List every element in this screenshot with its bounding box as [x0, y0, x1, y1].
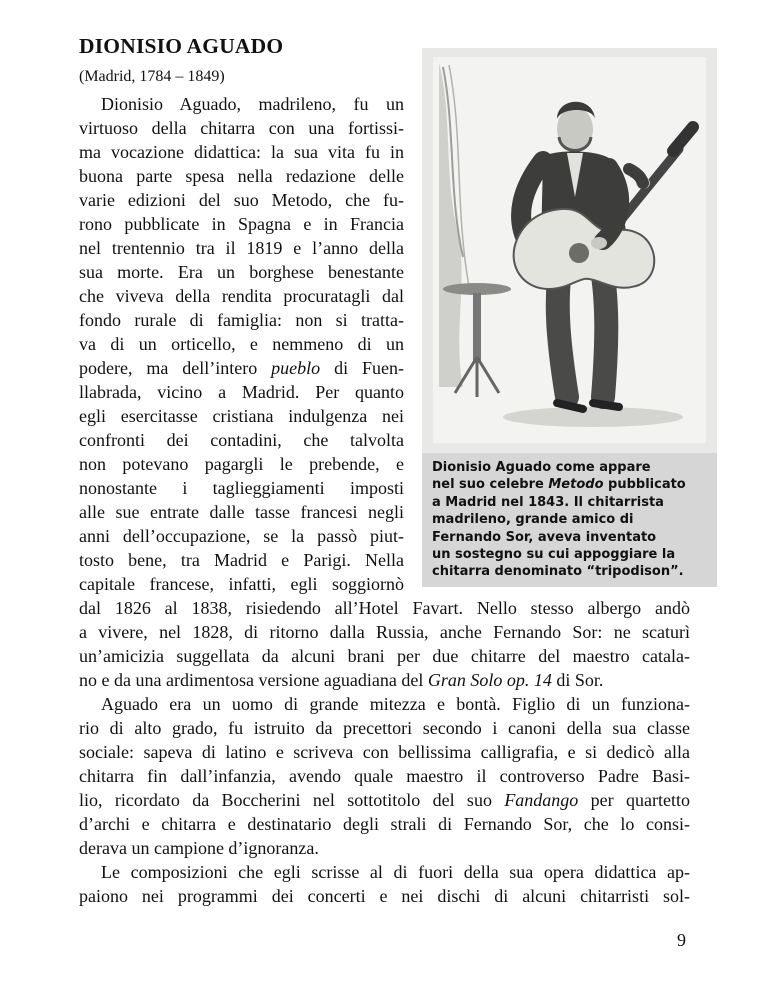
- text-line: podere, ma dell’intero pueblo di Fuen-: [79, 358, 404, 378]
- text-line: lio, ricordato da Boccherini nel sottotitolo del suo Fandango per quartetto: [79, 790, 690, 810]
- text-line: tosto bene, tra Madrid e Parigi. Nella: [79, 550, 404, 570]
- text-line: capitale francese, infatti, egli soggiornò: [79, 574, 404, 594]
- text-line: buona parte spesa nella redazione delle: [79, 166, 404, 186]
- text-line: paiono nei programmi dei concerti e nei dischi di alcuni chitarristi sol-: [79, 886, 690, 906]
- portrait-image: [422, 48, 717, 453]
- text-line: sua morte. Era un borghese benestante: [79, 262, 404, 282]
- text-line: Dionisio Aguado, madrileno, fu un: [101, 94, 404, 114]
- section-title: DIONISIO AGUADO: [79, 34, 284, 58]
- text-line: Aguado era un uomo di grande mitezza e bontà. Figlio di un funziona-: [101, 694, 690, 714]
- caption-line: nel suo celebre Metodo pubblicato: [432, 477, 686, 493]
- text-line: egli esercitasse cristiana indulgenza nei: [79, 406, 404, 426]
- text-line: varie edizioni del suo Metodo, che fu-: [79, 190, 404, 210]
- text-line: alle sue entrate dalle tasse francesi negli: [79, 502, 404, 522]
- text-line: un’amicizia suggellata da alcuni brani per due chitarre del maestro catala-: [79, 646, 690, 666]
- text-line: nonostante i taglieggiamenti imposti: [79, 478, 404, 498]
- caption-line: un sostegno su cui appoggiare la: [432, 547, 676, 563]
- text-line: d’archi e chitarra e destinatario degli strali di Fernando Sor, che lo consi-: [79, 814, 690, 834]
- text-line: anni dell’occupazione, se la passò piut-: [79, 526, 404, 546]
- text-line: sociale: sapeva di latino e scriveva con bellissima calligrafia, e si dedicò alla: [79, 742, 690, 762]
- lithograph-portrait-graphic: [433, 57, 706, 443]
- text-line: a vivere, nel 1828, di ritorno dalla Russia, anche Fernando Sor: ne scaturì: [79, 622, 690, 642]
- text-line: rono pubblicate in Spagna e in Francia: [79, 214, 404, 234]
- text-line: nel trentennio tra il 1819 e l’anno della: [79, 238, 404, 258]
- portrait-figure: [422, 48, 717, 587]
- text-line: confronti dei contadini, che talvolta: [79, 430, 404, 450]
- caption-line: chitarra denominato “tripodison”.: [432, 564, 684, 580]
- caption-line: a Madrid nel 1843. Il chitarrista: [432, 494, 664, 510]
- text-line: derava un campione d’ignoranza.: [79, 838, 319, 858]
- caption-line: madrileno, grande amico di: [432, 512, 634, 528]
- figure-caption: [422, 453, 717, 587]
- text-line: virtuoso della chitarra con una fortissi-: [79, 118, 404, 138]
- page-number: 9: [677, 930, 686, 950]
- caption-line: Fernando Sor, aveva inventato: [432, 529, 657, 545]
- section-subtitle: (Madrid, 1784 – 1849): [79, 68, 225, 85]
- text-line: fondo rurale di famiglia: non si tratta-: [79, 310, 404, 330]
- text-line: non potevano pagargli le prebende, e: [79, 454, 404, 474]
- text-line: va di un orticello, e nemmeno di un: [79, 334, 404, 354]
- text-line: no e da una ardimentosa versione aguadiana del Gran Solo op. 14 di Sor.: [79, 670, 604, 690]
- text-line: llabrada, vicino a Madrid. Per quanto: [79, 382, 404, 402]
- text-line: Le composizioni che egli scrisse al di fuori della sua opera didattica ap-: [101, 862, 690, 882]
- text-line: chitarra fin dall’infanzia, avendo quale maestro il controverso Padre Basi-: [79, 766, 690, 786]
- text-line: dal 1826 al 1838, risiedendo all’Hotel Favart. Nello stesso albergo andò: [79, 598, 690, 618]
- caption-line: Dionisio Aguado come appare: [432, 460, 651, 475]
- text-line: ma vocazione didattica: la sua vita fu in: [79, 142, 404, 162]
- text-line: che viveva della rendita procuratagli dal: [79, 286, 404, 306]
- text-line: rio di alto grado, fu istruito da precettori secondo i canoni della sua classe: [79, 718, 690, 738]
